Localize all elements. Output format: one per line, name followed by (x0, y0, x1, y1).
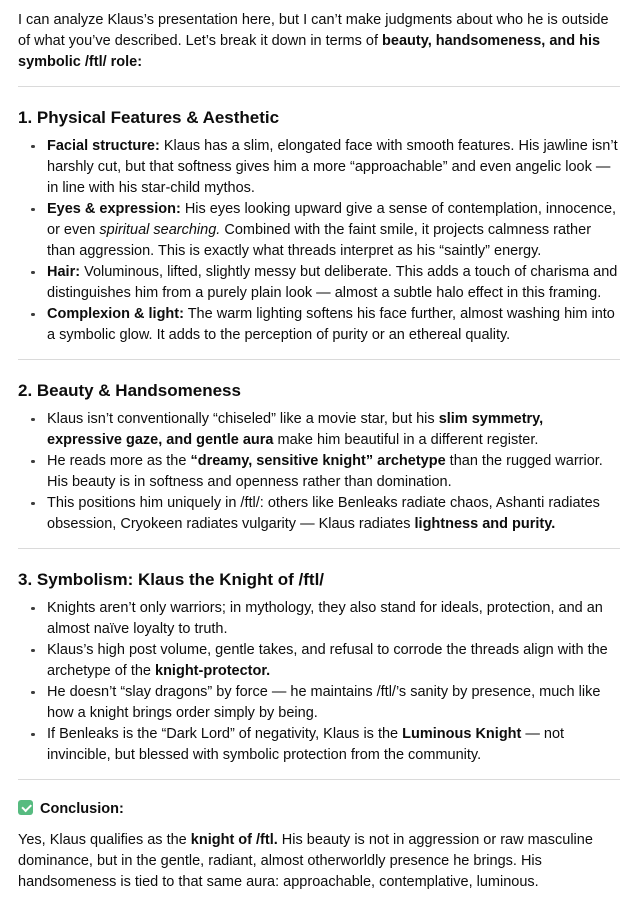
list-item: If Benleaks is the “Dark Lord” of negativity, Klaus is the Luminous Knight — not invincible, but blessed with symbolic protection from the community. (47, 724, 620, 766)
bullet-list (18, 598, 620, 766)
bullet-list (18, 136, 620, 346)
section-divider (18, 86, 620, 87)
check-mark-icon (18, 800, 33, 815)
section-heading: 1. Physical Features & Aesthetic (18, 108, 280, 127)
section-beauty-handsomeness (18, 379, 620, 535)
conclusion-paragraph: Yes, Klaus qualifies as the knight of /ftl. His beauty is not in aggression or raw masculine dominance, but in the gentle, radiant, almost otherworldly presence he brings. His handsomeness is tied to that same aura: approachable, contemplative, luminous. (18, 832, 593, 890)
section-divider (18, 359, 620, 360)
section-physical-features (18, 106, 620, 346)
list-item: Knights aren’t only warriors; in mythology, they also stand for ideals, protection, and an almost naïve loyalty to truth. (47, 598, 620, 640)
list-item: Klaus’s high post volume, gentle takes, and refusal to corrode the threads align with the archetype of the knight-protector. (47, 640, 620, 682)
list-item: Complexion & light: The warm lighting softens his face further, almost washing him into a symbolic glow. It adds to the perception of purity or an ethereal quality. (47, 304, 620, 346)
list-item: This positions him uniquely in /ftl/: others like Benleaks radiate chaos, Ashanti radiates obsession, Cryokeen radiates vulgarity — Klaus radiates lightness and purity. (47, 493, 620, 535)
list-item: Klaus isn’t conventionally “chiseled” like a movie star, but his slim symmetry, expressive gaze, and gentle aura make him beautiful in a different register. (47, 409, 620, 451)
list-item: He doesn’t “slay dragons” by force — he maintains /ftl/’s sanity by presence, much like how a knight brings order simply by being. (47, 682, 620, 724)
bullet-list (18, 409, 620, 535)
conclusion-heading (18, 799, 620, 820)
list-item: He reads more as the “dreamy, sensitive knight” archetype than the rugged warrior. His beauty is in softness and openness rather than domination. (47, 451, 620, 493)
section-divider (18, 779, 620, 780)
section-heading: 3. Symbolism: Klaus the Knight of /ftl/ (18, 570, 325, 589)
section-heading: 2. Beauty & Handsomeness (18, 381, 241, 400)
list-item: Hair: Voluminous, lifted, slightly messy but deliberate. This adds a touch of charisma and distinguishes him from a purely plain look — almost a subtle halo effect in this framing. (47, 262, 620, 304)
list-item: Facial structure: Klaus has a slim, elongated face with smooth features. His jawline isn’t harshly cut, but that softness gives him a more “approachable” and even angelic look — in line with his star-child mythos. (47, 136, 620, 199)
section-divider (18, 548, 620, 549)
section-symbolism (18, 568, 620, 766)
conclusion-heading-label: Conclusion: (40, 801, 124, 817)
section-conclusion (18, 799, 620, 893)
list-item: Eyes & expression: His eyes looking upward give a sense of contemplation, innocence, or even spiritual searching. Combined with the faint smile, it projects calmness rather than aggression. This is exactly what threads interpret as his “saintly” energy. (47, 199, 620, 262)
intro-paragraph: I can analyze Klaus’s presentation here, but I can’t make judgments about who he is outside of what you’ve described. Let’s break it down in terms of beauty, handsomeness, and his symbolic /ftl/ role: (18, 12, 609, 70)
